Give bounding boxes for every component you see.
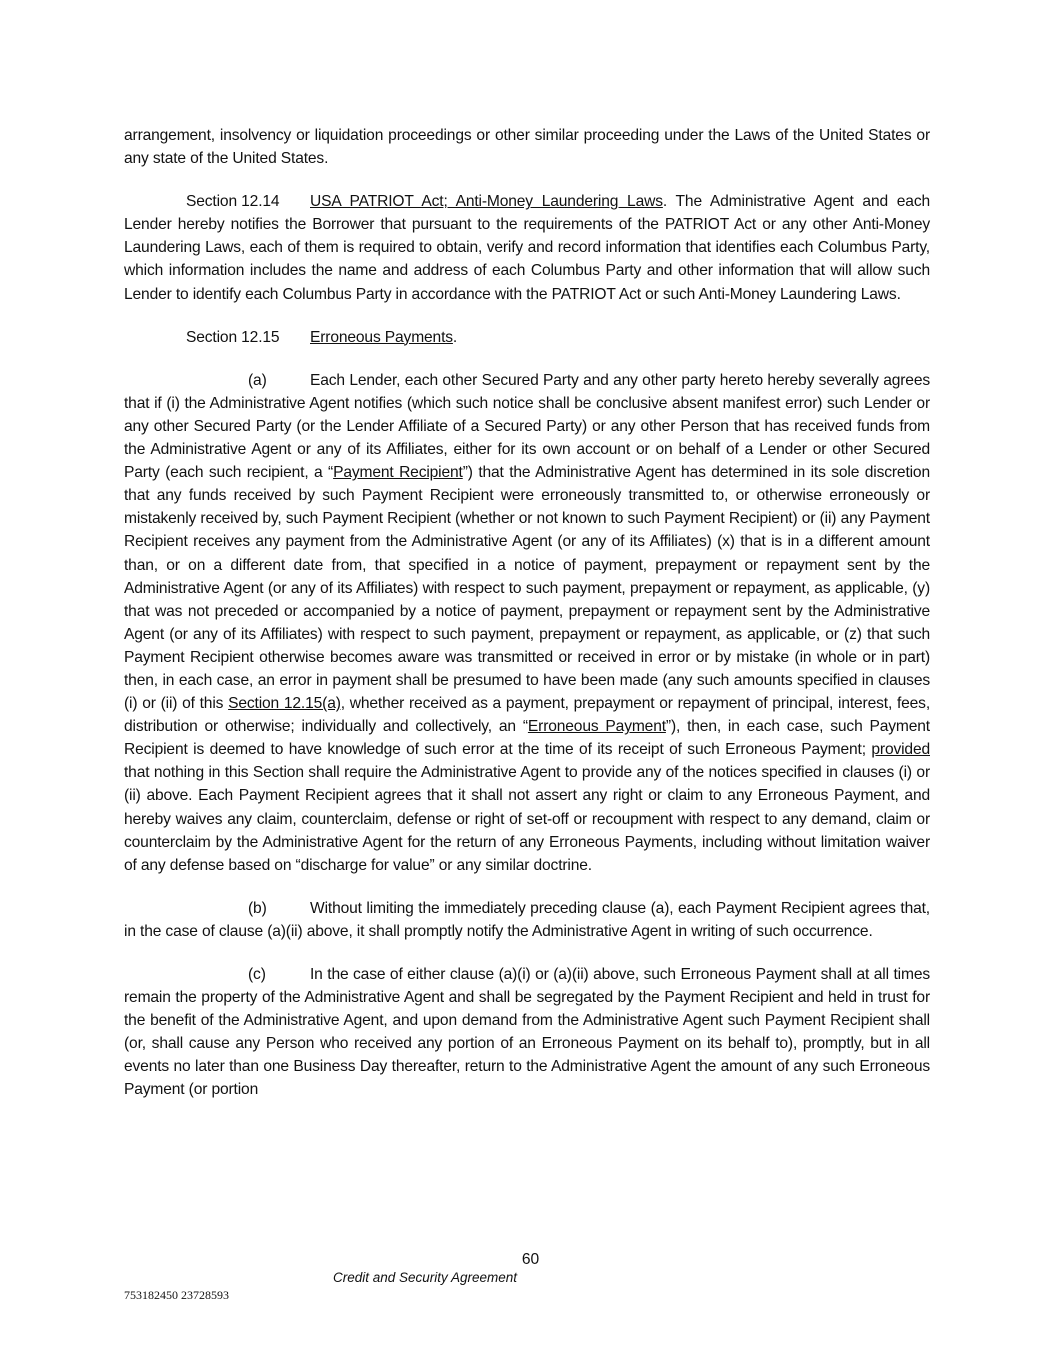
clause-a-text-1: Each Lender, each other Secured Party and any other party hereto hereby severally agrees that if (i) the Administrative Agent notifies (which such notice shall be conclusive absent manifest error) such Lender or any other Secured Party (or the Lender Affiliate of a Secured Party) or any other Person that has received funds from the Administrative Agent or any of its Affiliates, either for its own account or on behalf of a Lender or other Secured Party (each such recipient, a “ [124, 371, 930, 482]
section-12-14-number: Section 12.14 [186, 193, 280, 211]
defined-term-erroneous-payment: Erroneous Payment [527, 718, 666, 736]
section-12-15-heading-paragraph [124, 326, 930, 349]
section-12-15-heading-period: . [452, 328, 458, 346]
clause-b-text: Without limiting the immediately preceding clause (a), each Payment Recipient agrees that, in the case of clause (a)(ii) above, it shall promptly notify the Administrative Agent in writing of such occurrence. [124, 899, 930, 940]
clause-a-text-3: whether received as a payment, prepayment or repayment of principal, interest, fees, distribution or otherwise; individually and collectively, an “ [124, 695, 930, 736]
document-body [124, 124, 930, 1102]
clause-a-text-2: ”) that the Administrative Agent has determined in its sole discretion that any funds received by such Payment Recipient were erroneously transmitted to, or otherwise erroneously or mistakenly received by, such Payment Recipient (whether or not known to such Payment Recipient) or (ii) any Payment Recipient receives any payment from the Administrative Agent (or any of its Affiliates) (x) that is in a different amount than, or on a different date from, that specified in a notice of payment, prepayment or repayment sent by the Administrative Agent (or any of its Affiliates) with respect to such payment, prepayment or repayment, as applicable, (y) that was not preceded or accompanied by a notice of payment, prepayment or repayment sent by the Administrative Agent (or any of its Affiliates) with respect to such payment, prepayment or repayment, as applicable, or (z) that such Payment Recipient otherwise becomes aware was transmitted or received in error or by mistake (in whole or in part) then, in each case, an error in payment shall be presumed to have been made (any such amounts specified in clauses (i) or (ii) of this [124, 464, 930, 713]
proviso-provided: provided [871, 741, 930, 759]
clause-a-text-4: ”), then, in each case, such Payment Recipient is deemed to have knowledge of such error at the time of its receipt of such Erroneous Payment; [124, 718, 930, 759]
section-12-14-paragraph [124, 190, 930, 305]
clause-a-text-5: that nothing in this Section shall require the Administrative Agent to provide any of the notices specified in clauses (i) or (ii) above. Each Payment Recipient agrees that it shall not assert any right or claim to any Erroneous Payment, and hereby waives any claim, counterclaim, defense or right of set-off or recoupment with respect to any demand, claim or counterclaim by the Administrative Agent for the return of any Erroneous Payments, including without limitation waiver of any defense based on “discharge for value” or any similar doctrine. [124, 764, 930, 874]
section-12-15-heading: Erroneous Payments [310, 328, 453, 346]
section-12-14-text: . The Administrative Agent and each Lender hereby notifies the Borrower that pursuant to the requirements of the PATRIOT Act or any other Anti-Money Laundering Laws, each of them is required to obtain, verify and record information that identifies each Columbus Party, which information includes the name and address of each Columbus Party and other information that will allow such Lender to identify each Columbus Party in accordance with the PATRIOT Act or such Anti-Money Laundering Laws. [124, 193, 930, 303]
carryover-text: arrangement, insolvency or liquidation proceedings or other similar proceeding under the Laws of the United States or any state of the United States. [124, 127, 930, 168]
clause-c-label: (c) [248, 966, 266, 983]
section-reference-12-15-a: Section 12.15(a), [228, 695, 345, 713]
section-12-15-number: Section 12.15 [186, 328, 280, 346]
clause-c-text: In the case of either clause (a)(i) or (a)(ii) above, such Erroneous Payment shall at all times remain the property of the Administrative Agent and shall be segregated by the Payment Recipient and held in trust for the benefit of the Administrative Agent, and upon demand from the Administrative Agent such Payment Recipient shall (or, shall cause any Person who received any portion of an Erroneous Payment on its behalf to), promptly, but in all events no later than one Business Day thereafter, return to the Administrative Agent the amount of any such Erroneous Payment (or portion [124, 966, 930, 1099]
clause-b-label: (b) [248, 899, 267, 917]
clause-a-paragraph [124, 369, 930, 877]
clause-c-paragraph [124, 963, 930, 1102]
section-12-14-heading: USA PATRIOT Act; Anti-Money Laundering Laws [310, 193, 663, 211]
footer-document-title: Credit and Security Agreement [332, 1270, 518, 1285]
document-id: 753182450 23728593 [124, 1288, 229, 1302]
page-number: 60 [521, 1251, 540, 1268]
carryover-paragraph [124, 124, 930, 170]
clause-a-label: (a) [248, 371, 267, 389]
clause-b-paragraph [124, 897, 930, 943]
defined-term-payment-recipient: Payment Recipient [333, 464, 463, 482]
